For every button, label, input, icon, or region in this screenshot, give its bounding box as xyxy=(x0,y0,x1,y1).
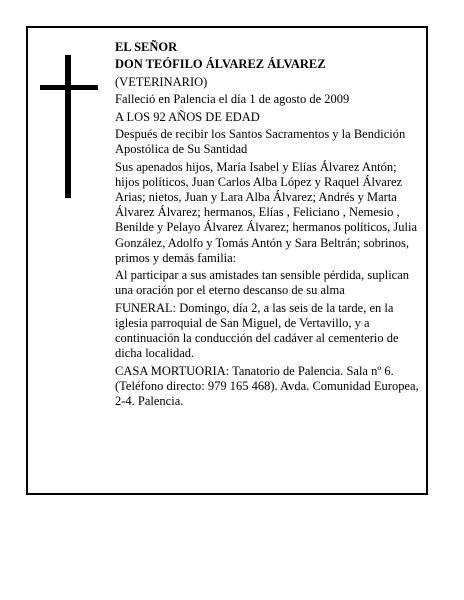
obituary-notice xyxy=(26,26,428,495)
cross-horizontal-bar xyxy=(40,85,98,90)
cross-icon xyxy=(40,55,98,198)
notice-text xyxy=(115,40,421,412)
notice-title: EL SEÑOR xyxy=(115,40,178,54)
funeral-paragraph: FUNERAL: Domingo, día 2, a las seis de la tarde, en la iglesia parroquial de San Miguel, de Vertavillo, y a continuación la conducción del cadáver al cementerio de dicha localidad. xyxy=(115,300,399,361)
deceased-profession: (VETERINARIO) xyxy=(115,74,208,89)
death-line: Falleció en Palencia el día 1 de agosto de 2009 xyxy=(115,92,350,107)
mortuary-paragraph: CASA MORTUORIA: Tanatorio de Palencia. Sala nº 6. (Teléfono directo: 979 165 468). Avda. Comunidad Europea, 2-4. Palencia. xyxy=(115,363,419,409)
age-line: A LOS 92 AÑOS DE EDAD xyxy=(115,109,260,124)
family-paragraph: Sus apenados hijos, María Isabel y Elías Álvarez Antón; hijos políticos, Juan Carlos Alba López y Raquel Álvarez Arias; nietos, Juan y Lara Alba Álvarez; Andrés y Marta Álvarez Álvarez; hermanos, Elías , Feliciano , Nemesio , Benilde y Pelayo Álvarez Álvarez; hermanos políticos, Julia González, Adolfo y Tomás Antón y Sara Beltrán; sobrinos, primos y demás familia: xyxy=(115,159,417,265)
deceased-name: DON TEÓFILO ÁLVAREZ ÁLVAREZ xyxy=(115,57,326,72)
sacraments-paragraph: Después de recibir los Santos Sacramentos y la Bendición Apostólica de Su Santidad xyxy=(115,126,406,157)
request-paragraph: Al participar a sus amistades tan sensible pérdida, suplican una oración por el eterno descanso de su alma xyxy=(115,268,410,298)
cross-vertical-bar xyxy=(65,55,71,198)
